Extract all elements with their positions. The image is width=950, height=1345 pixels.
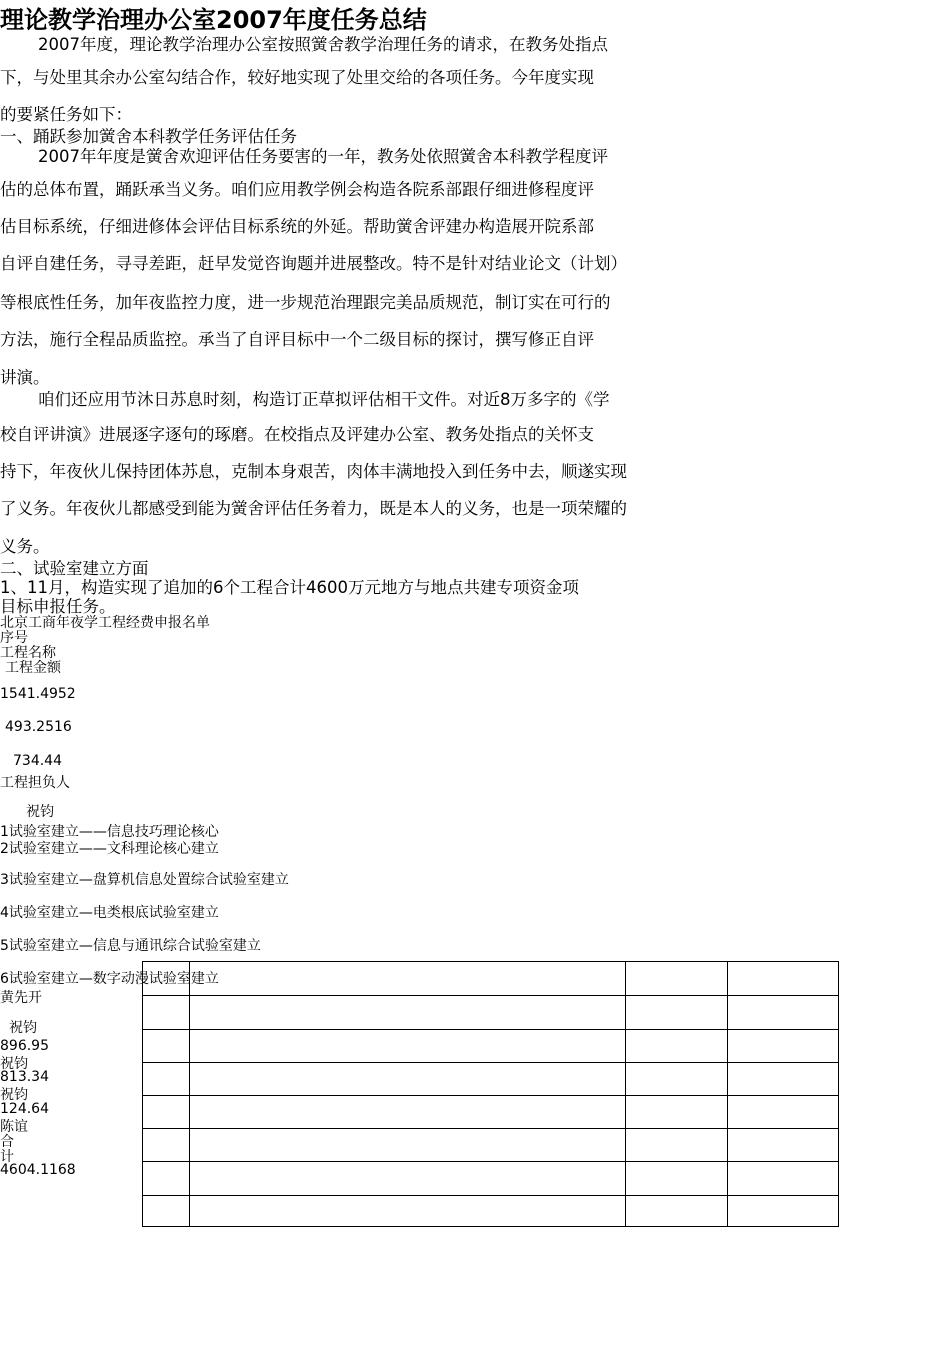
table-row: 4试验室建立—电类根底试验室建立: [0, 905, 219, 921]
owner-value: 黄先开: [0, 990, 42, 1006]
table-header-amount: 工程金额: [5, 660, 61, 676]
intro-line: 的要紧任务如下：: [0, 105, 132, 124]
grid-line: [625, 962, 626, 1226]
grid-line: [143, 1128, 838, 1129]
paragraph-line: 估的总体布置，踊跃承当义务。咱们应用教学例会构造各院系部跟仔细进修程度评: [0, 180, 594, 199]
paragraph-line: 讲演。: [0, 368, 50, 387]
grid-line: [143, 1029, 838, 1030]
grid-line: [143, 1195, 838, 1196]
owner-value: 祝钧: [9, 1020, 37, 1036]
grid-line: [143, 1095, 838, 1096]
grid-line: [143, 995, 838, 996]
section-2-heading: 二、试验室建立方面: [0, 559, 149, 578]
paragraph-line: 持下，年夜伙儿保持团体苏息，克制本身艰苦，肉体丰满地投入到任务中去，顺遂实现: [0, 462, 627, 481]
paragraph-line: 估目标系统，仔细进修体会评估目标系统的外延。帮助黉舍评建办构造展开院系部: [0, 217, 594, 236]
amount-value: 734.44: [13, 753, 62, 769]
grid-line: [143, 1161, 838, 1162]
paragraph-line: 咱们还应用节沐日苏息时刻，构造订正草拟评估相干文件。对近8万多字的《学: [38, 390, 610, 409]
paragraph-line: 校自评讲演》进展逐字逐句的琢磨。在校指点及评建办公室、教务处指点的关怀支: [0, 425, 594, 444]
table-header-owner: 工程担负人: [0, 775, 70, 791]
table-row: 2试验室建立——文科理论核心建立: [0, 841, 219, 857]
amount-value: 493.2516: [5, 719, 72, 735]
table-header-no: 序号: [0, 630, 28, 646]
paragraph-line: 了义务。年夜伙儿都感受到能为黉舍评估任务着力，既是本人的义务，也是一项荣耀的: [0, 499, 627, 518]
intro-line: 2007年度，理论教学治理办公室按照黉舍教学治理任务的请求，在教务处指点: [38, 35, 608, 54]
amount-value: 896.95: [0, 1038, 49, 1054]
table-caption: 北京工商年夜学工程经费申报名单: [0, 615, 210, 631]
amount-value: 124.64: [0, 1101, 49, 1117]
intro-line: 下，与处里其余办公室勾结合作，较好地实现了处里交给的各项任务。今年度实现: [0, 68, 594, 87]
total-label: 合: [0, 1134, 14, 1150]
paragraph-line: 义务。: [0, 537, 50, 556]
total-value: 4604.1168: [0, 1162, 76, 1178]
grid-line: [727, 962, 728, 1226]
grid-line: [143, 1062, 838, 1063]
table-row: 3试验室建立—盘算机信息处置综合试验室建立: [0, 872, 289, 888]
paragraph-line: 自评自建任务，寻寻差距，赶早发觉咨询题并进展整改。特不是针对结业论文（计划）: [0, 254, 627, 273]
owner-value: 祝钧: [0, 1056, 28, 1072]
paragraph-line: 等根底性任务，加年夜监控力度，进一步规范治理跟完美品质规范，制订实在可行的: [0, 293, 611, 312]
amount-value: 813.34: [0, 1069, 49, 1085]
owner-value: 陈谊: [0, 1119, 28, 1135]
paragraph-line: 2007年年度是黉舍欢迎评估任务要害的一年，教务处依照黉舍本科教学程度评: [38, 147, 608, 166]
owner-value: 祝钧: [26, 804, 54, 820]
list-item: 1、11月，构造实现了追加的6个工程合计4600万元地方与地点共建专项资金项: [0, 578, 579, 597]
paragraph-line: 方法，施行全程品质监控。承当了自评目标中一个二级目标的探讨，撰写修正自评: [0, 330, 594, 349]
list-item: 目标申报任务。: [0, 597, 116, 616]
page-title: 理论教学治理办公室2007年度任务总结: [0, 6, 427, 34]
table-header-name: 工程名称: [0, 645, 56, 661]
total-label: 计: [0, 1149, 14, 1165]
section-1-heading: 一、踊跃参加黉舍本科教学任务评估任务: [0, 127, 297, 146]
table-row: 5试验室建立—信息与通讯综合试验室建立: [0, 938, 261, 954]
table-grid: [142, 961, 839, 1227]
table-row: 1试验室建立——信息技巧理论核心: [0, 824, 219, 840]
owner-value: 祝钧: [0, 1087, 28, 1103]
amount-value: 1541.4952: [0, 686, 76, 702]
table-row: 6试验室建立—数字动漫试验室建立: [0, 971, 219, 987]
grid-line: [189, 962, 190, 1226]
